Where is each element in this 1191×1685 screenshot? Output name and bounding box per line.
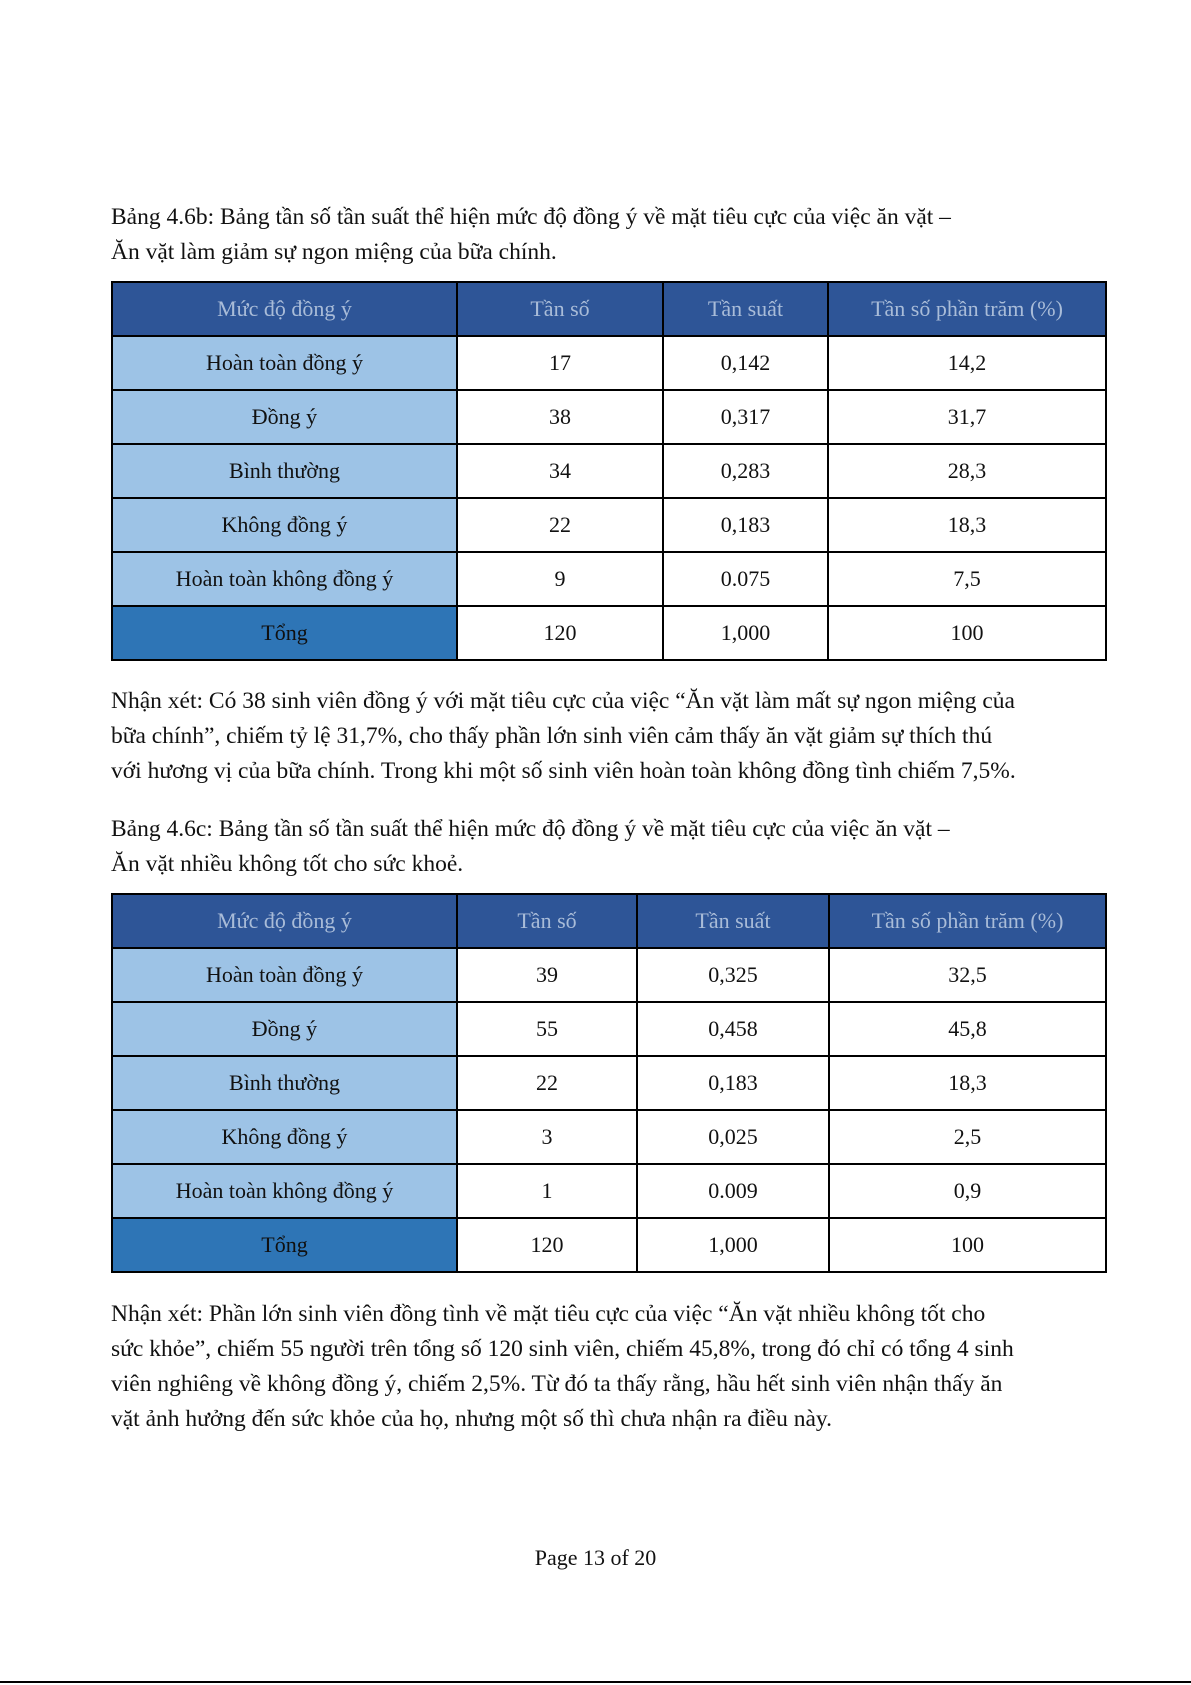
total-pct: 100: [828, 606, 1106, 660]
table-b-comment: [111, 684, 1111, 789]
total-freq: 120: [457, 606, 663, 660]
row-label: Bình thường: [112, 1056, 457, 1110]
row-rel: 0.075: [663, 552, 828, 606]
row-freq: 9: [457, 552, 663, 606]
row-pct: 14,2: [828, 336, 1106, 390]
row-label: Đồng ý: [112, 390, 457, 444]
table-c-header-freq: Tần số: [457, 894, 637, 948]
table-row: [112, 444, 1106, 498]
table-c: [111, 893, 1107, 1273]
table-c-caption: [111, 812, 1091, 882]
table-row: [112, 1056, 1106, 1110]
table-b-caption-line1: Bảng 4.6b: Bảng tần số tần suất thể hiện mức độ đồng ý về mặt tiêu cực của việc ăn vặt –: [111, 204, 951, 230]
row-pct: 28,3: [828, 444, 1106, 498]
row-label: Không đồng ý: [112, 1110, 457, 1164]
table-row: [112, 498, 1106, 552]
table-c-caption-line1: Bảng 4.6c: Bảng tần số tần suất thể hiện mức độ đồng ý về mặt tiêu cực của việc ăn vặt –: [111, 816, 950, 842]
table-b-header-pct: Tần số phần trăm (%): [828, 282, 1106, 336]
table-row: [112, 1002, 1106, 1056]
row-pct: 18,3: [828, 498, 1106, 552]
table-b: [111, 281, 1107, 661]
comment-line: bữa chính”, chiếm tỷ lệ 31,7%, cho thấy phần lớn sinh viên cảm thấy ăn vặt giảm sự thích thú: [111, 723, 993, 749]
table-row: [112, 552, 1106, 606]
table-c-header-row: [112, 894, 1106, 948]
row-freq: 22: [457, 1056, 637, 1110]
row-label: Hoàn toàn không đồng ý: [112, 1164, 457, 1218]
row-label: Bình thường: [112, 444, 457, 498]
row-rel: 0,458: [637, 1002, 829, 1056]
table-b-header-rel: Tần suất: [663, 282, 828, 336]
row-rel: 0,183: [637, 1056, 829, 1110]
row-rel: 0,325: [637, 948, 829, 1002]
row-freq: 1: [457, 1164, 637, 1218]
row-label: Hoàn toàn đồng ý: [112, 948, 457, 1002]
row-label: Đồng ý: [112, 1002, 457, 1056]
total-freq: 120: [457, 1218, 637, 1272]
row-freq: 34: [457, 444, 663, 498]
comment-line: sức khỏe”, chiếm 55 người trên tổng số 120 sinh viên, chiếm 45,8%, trong đó chỉ có tổng 4 sinh: [111, 1336, 1014, 1362]
comment-line: Nhận xét: Có 38 sinh viên đồng ý với mặt tiêu cực của việc “Ăn vặt làm mất sự ngon miệng của: [111, 688, 1015, 714]
row-pct: 18,3: [829, 1056, 1106, 1110]
row-pct: 7,5: [828, 552, 1106, 606]
page-number: Page 13 of 20: [534, 1545, 657, 1570]
row-freq: 39: [457, 948, 637, 1002]
table-row: [112, 336, 1106, 390]
row-rel: 0,142: [663, 336, 828, 390]
total-pct: 100: [829, 1218, 1106, 1272]
table-c-header-rel: Tần suất: [637, 894, 829, 948]
row-label: Hoàn toàn không đồng ý: [112, 552, 457, 606]
table-row: [112, 1164, 1106, 1218]
row-rel: 0.009: [637, 1164, 829, 1218]
row-rel: 0,283: [663, 444, 828, 498]
row-pct: 0,9: [829, 1164, 1106, 1218]
comment-line: vặt ảnh hưởng đến sức khỏe của họ, nhưng một số thì chưa nhận ra điều này.: [111, 1406, 832, 1432]
row-freq: 17: [457, 336, 663, 390]
table-b-header-freq: Tần số: [457, 282, 663, 336]
row-label: Không đồng ý: [112, 498, 457, 552]
row-pct: 2,5: [829, 1110, 1106, 1164]
row-freq: 3: [457, 1110, 637, 1164]
table-c-comment: [111, 1297, 1111, 1437]
table-c-header-level: Mức độ đồng ý: [112, 894, 457, 948]
row-pct: 32,5: [829, 948, 1106, 1002]
total-rel: 1,000: [663, 606, 828, 660]
table-b-header-level: Mức độ đồng ý: [112, 282, 457, 336]
table-b-caption-line2: Ăn vặt làm giảm sự ngon miệng của bữa chính.: [111, 239, 557, 265]
row-label: Hoàn toàn đồng ý: [112, 336, 457, 390]
table-c-caption-line2: Ăn vặt nhiều không tốt cho sức khoẻ.: [111, 851, 464, 877]
table-row: [112, 948, 1106, 1002]
total-label: Tổng: [112, 1218, 457, 1272]
total-rel: 1,000: [637, 1218, 829, 1272]
table-total-row: [112, 1218, 1106, 1272]
bottom-divider: [0, 1681, 1191, 1683]
table-row: [112, 390, 1106, 444]
table-b-header-row: [112, 282, 1106, 336]
row-rel: 0,183: [663, 498, 828, 552]
table-row: [112, 1110, 1106, 1164]
row-rel: 0,317: [663, 390, 828, 444]
row-freq: 55: [457, 1002, 637, 1056]
row-freq: 22: [457, 498, 663, 552]
table-b-caption: [111, 200, 1091, 270]
row-pct: 31,7: [828, 390, 1106, 444]
table-total-row: [112, 606, 1106, 660]
row-rel: 0,025: [637, 1110, 829, 1164]
row-freq: 38: [457, 390, 663, 444]
comment-line: Nhận xét: Phần lớn sinh viên đồng tình về mặt tiêu cực của việc “Ăn vặt nhiều không tốt cho: [111, 1301, 986, 1327]
comment-line: với hương vị của bữa chính. Trong khi một số sinh viên hoàn toàn không đồng tình chiếm 7,5%.: [111, 758, 1016, 784]
total-label: Tổng: [112, 606, 457, 660]
table-c-header-pct: Tần số phần trăm (%): [829, 894, 1106, 948]
row-pct: 45,8: [829, 1002, 1106, 1056]
comment-line: viên nghiêng về không đồng ý, chiếm 2,5%. Từ đó ta thấy rằng, hầu hết sinh viên nhận thấy ăn: [111, 1371, 1003, 1397]
